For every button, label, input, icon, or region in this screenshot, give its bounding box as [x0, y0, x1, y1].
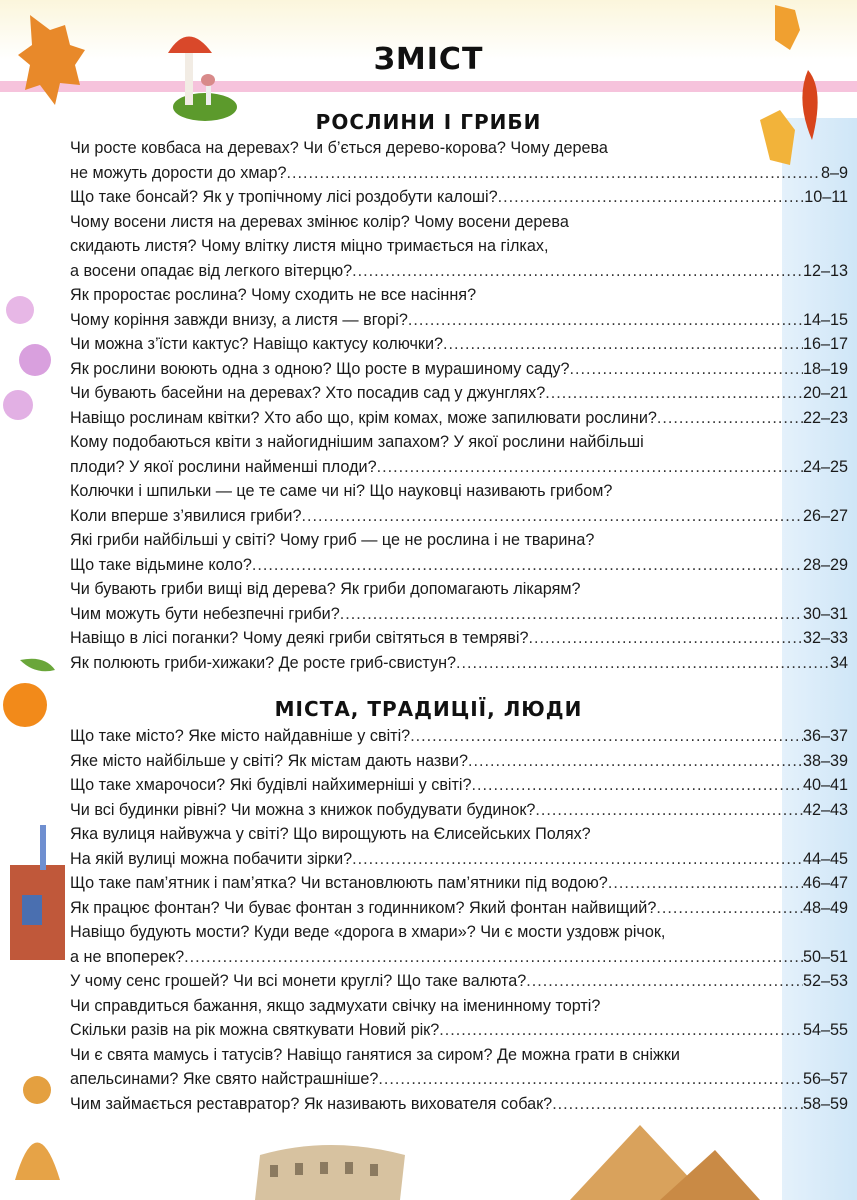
toc-entry[interactable]: [70, 994, 848, 1043]
dot-leader: [656, 896, 803, 921]
dot-leader: [498, 185, 805, 210]
toc-entry[interactable]: [70, 773, 848, 798]
toc-entry-line: [70, 1067, 848, 1092]
toc-entry-line: [70, 308, 848, 333]
toc-entry-line: [70, 896, 848, 921]
toc-entry-text: Чим займається реставратор? Як називають вихователя собак?: [70, 1094, 553, 1113]
toc-entry[interactable]: [70, 381, 848, 406]
toc-entry-line: [70, 577, 848, 602]
toc-entry-text: Що таке пам’ятник і пам’ятка? Чи встановлюють пам’ятники під водою?: [70, 874, 608, 892]
toc-entry[interactable]: [70, 871, 848, 896]
toc-entry[interactable]: [70, 798, 848, 823]
page-number: 58–59: [802, 1094, 848, 1113]
toc-entry[interactable]: [70, 283, 848, 332]
toc-entry-text: не можуть дорости до хмар?: [70, 163, 287, 182]
dot-leader: [545, 381, 803, 406]
page-number: 38–39: [802, 751, 848, 770]
page-number: 48–49: [802, 898, 848, 917]
dot-leader: [552, 1092, 803, 1117]
toc-entry-text: Кому подобаються квіти з найогиднішим запахом? У якої рослини найбільші: [70, 433, 644, 451]
toc-entry-text: Чи є свята мамусь і татусів? Навіщо ганятися за сиром? Де можна грати в сніжки: [70, 1045, 680, 1064]
toc-entry-line: [70, 381, 848, 406]
toc-entry-text: Чому коріння завжди внизу, а листя — вгорі?: [70, 310, 408, 329]
dot-leader: [443, 332, 803, 357]
page-number: 36–37: [802, 727, 848, 745]
dot-leader: [352, 847, 803, 872]
toc-entry-text: Колючки і шпильки — це те саме чи ні? Що науковці називають грибом?: [70, 482, 613, 500]
toc-entry[interactable]: [70, 1043, 848, 1092]
dot-leader: [408, 308, 803, 333]
toc-entry-line: [70, 553, 848, 578]
toc-entry-line: [70, 185, 848, 210]
toc-entry-text: плоди? У якої рослини найменші плоди?: [70, 457, 377, 476]
dot-leader: [468, 749, 803, 774]
toc-entry-text: Як полюють гриби-хижаки? Де росте гриб-свистун?: [70, 653, 457, 672]
toc-entry-text: Що таке місто? Яке місто найдавніше у світі?: [70, 727, 411, 745]
dot-leader: [535, 798, 803, 823]
page-number: 32–33: [802, 629, 848, 647]
toc-entry[interactable]: [70, 185, 848, 210]
toc-entry-text: Яке місто найбільше у світі? Як містам дають назви?: [70, 751, 468, 770]
pyramids-icon: [540, 1120, 760, 1200]
page-number: 22–23: [802, 408, 848, 427]
page-number: 8–9: [820, 163, 848, 182]
section-heading-cities: МІСТА, ТРАДИЦІЇ, ЛЮДИ: [274, 697, 583, 721]
toc-entry-line: [70, 479, 848, 504]
toc-entry-text: а восени опадає від легкого вітерцю?: [70, 261, 353, 280]
orchid-icon: [0, 290, 55, 440]
toc-entry[interactable]: [70, 896, 848, 921]
page-number: 42–43: [802, 800, 848, 819]
toc-entry-text: скидають листя? Чому влітку листя міцно тримається на гілках,: [70, 237, 549, 255]
toc-entry-text: а не впоперек?: [70, 947, 185, 966]
toc-entry-line: [70, 332, 848, 357]
page-number: 26–27: [802, 506, 848, 525]
toc-entry-line: [70, 798, 848, 823]
dot-leader: [439, 1018, 803, 1043]
page-number: 44–45: [802, 849, 848, 868]
gaudi-house-icon: [0, 825, 72, 965]
toc-entry-text: Яка вулиця найвужча у світі? Що вирощують на Єлисейських Полях?: [70, 825, 591, 843]
toc-entry-line: [70, 406, 848, 431]
buddha-statue-icon: [5, 1060, 70, 1200]
toc-entry-text: Чи росте ковбаса на деревах? Чи б’ється дерево-корова? Чому дерева: [70, 139, 608, 157]
toc-entry-line: [70, 1018, 848, 1043]
page-number: 40–41: [802, 776, 848, 794]
toc-entry-line: [70, 210, 848, 235]
toc-entry-line: [70, 994, 848, 1019]
page-number: 54–55: [802, 1021, 848, 1039]
dot-leader: [472, 773, 803, 798]
pink-stripe: [0, 81, 857, 92]
page-number: 18–19: [802, 359, 848, 378]
toc-entry-line: [70, 161, 848, 186]
toc-entry-text: Які гриби найбільші у світі? Чому гриб — це не рослина і не тварина?: [70, 531, 595, 549]
toc-entry-line: [70, 920, 848, 945]
toc-entry-text: Що таке хмарочоси? Які будівлі найхимерніші у світі?: [70, 776, 472, 794]
toc-entry-line: [70, 822, 848, 847]
toc-entry-line: [70, 504, 848, 529]
toc-entry[interactable]: [70, 528, 848, 577]
toc-entry-text: Чи справдиться бажання, якщо задмухати свічку на іменинному торті?: [70, 996, 601, 1015]
dot-leader: [377, 455, 803, 480]
dot-leader: [352, 259, 803, 284]
page-number: 56–57: [802, 1070, 848, 1088]
toc-entry-line: [70, 602, 848, 627]
toc-entry[interactable]: [70, 577, 848, 626]
toc-entry-text: Навіщо в лісі поганки? Чому деякі гриби світяться в темряві?: [70, 629, 529, 647]
dot-leader: [301, 504, 803, 529]
toc-entry-line: [70, 259, 848, 284]
toc-entry-line: [70, 749, 848, 774]
toc-entry-text: На якій вулиці можна побачити зірки?: [70, 849, 353, 868]
dot-leader: [184, 945, 803, 970]
toc-entry[interactable]: [70, 430, 848, 479]
toc-entry-text: Чим можуть бути небезпечні гриби?: [70, 604, 340, 623]
dot-leader: [608, 871, 803, 896]
toc-entry-line: [70, 357, 848, 382]
orange-fruit-icon: [0, 655, 65, 735]
toc-entry-text: Чи можна з’їсти кактус? Навіщо кактусу колючки?: [70, 335, 444, 353]
page-number: 14–15: [802, 310, 848, 329]
toc-entry-line: [70, 945, 848, 970]
toc-entry-text: Чому восени листя на деревах змінює колір? Чому восени дерева: [70, 212, 569, 231]
dot-leader: [410, 724, 803, 749]
dot-leader: [287, 161, 821, 186]
toc-entry-text: Чи всі будинки рівні? Чи можна з книжок побудувати будинок?: [70, 800, 536, 819]
toc-entry-text: Коли вперше з’явилися гриби?: [70, 506, 302, 525]
toc-entry[interactable]: [70, 479, 848, 528]
toc-entry[interactable]: [70, 822, 848, 871]
dot-leader: [252, 553, 803, 578]
page-number: 10–11: [804, 188, 848, 206]
dot-leader: [340, 602, 803, 627]
toc-entry[interactable]: [70, 626, 848, 651]
toc-entry-text: Як рослини воюють одна з одною? Що росте в мурашиному саду?: [70, 359, 570, 378]
dot-leader: [378, 1067, 803, 1092]
toc-entry-line: [70, 626, 848, 651]
toc-section-plants: [70, 136, 848, 675]
toc-entry-text: Що таке бонсай? Як у тропічному лісі роздобути калоші?: [70, 188, 498, 206]
toc-entry-text: Як працює фонтан? Чи буває фонтан з годинником? Який фонтан найвищий?: [70, 898, 657, 917]
toc-entry-text: Як проростає рослина? Чому сходить не все насіння?: [70, 286, 477, 304]
toc-entry-line: [70, 1043, 848, 1068]
toc-entry-line: [70, 283, 848, 308]
page-number: 20–21: [802, 384, 848, 402]
toc-entry[interactable]: [70, 1092, 848, 1117]
page-number: 24–25: [802, 457, 848, 476]
toc-entry-line: [70, 651, 848, 676]
toc-entry[interactable]: [70, 969, 848, 994]
dot-leader: [570, 357, 803, 382]
page-number: 12–13: [802, 261, 848, 280]
dot-leader: [657, 406, 803, 431]
toc-entry-text: Скільки разів на рік можна святкувати Новий рік?: [70, 1021, 440, 1039]
page-number: 16–17: [802, 335, 848, 353]
dot-leader: [529, 626, 803, 651]
toc-entry-line: [70, 724, 848, 749]
toc-entry[interactable]: [70, 749, 848, 774]
colosseum-icon: [250, 1135, 410, 1200]
toc-entry[interactable]: [70, 724, 848, 749]
page-number: 30–31: [802, 604, 848, 623]
toc-section-cities: [70, 724, 848, 1116]
toc-entry-line: [70, 969, 848, 994]
toc-entry-line: [70, 773, 848, 798]
toc-entry[interactable]: [70, 357, 848, 382]
toc-entry-line: [70, 528, 848, 553]
toc-entry-line: [70, 847, 848, 872]
toc-entry[interactable]: [70, 136, 848, 185]
toc-entry-text: апельсинами? Яке свято найстрашніше?: [70, 1070, 379, 1088]
toc-entry-line: [70, 430, 848, 455]
toc-entry-text: У чому сенс грошей? Чи всі монети круглі? Що таке валюта?: [70, 972, 527, 990]
section-heading-plants: РОСЛИНИ І ГРИБИ: [315, 110, 542, 134]
toc-entry[interactable]: [70, 332, 848, 357]
toc-entry-line: [70, 136, 848, 161]
toc-entry-line: [70, 234, 848, 259]
dot-leader: [526, 969, 803, 994]
page-number: 50–51: [802, 947, 848, 966]
toc-entry-text: Навіщо будують мости? Куди веде «дорога в хмари»? Чи є мости уздовж річок,: [70, 923, 666, 941]
toc-entry-line: [70, 1092, 848, 1117]
page-number: 46–47: [802, 874, 848, 892]
page-number: 52–53: [802, 972, 848, 990]
page-number: 28–29: [802, 555, 848, 574]
toc-entry-line: [70, 455, 848, 480]
toc-entry-line: [70, 871, 848, 896]
page-title: ЗМІСТ: [373, 42, 484, 77]
page-number: 34: [829, 653, 848, 672]
toc-entry[interactable]: [70, 920, 848, 969]
toc-entry[interactable]: [70, 651, 848, 676]
toc-entry-text: Чи бувають гриби вищі від дерева? Як гриби допомагають лікарям?: [70, 580, 581, 598]
toc-entry-text: Навіщо рослинам квітки? Хто або що, крім комах, може запилювати рослини?: [70, 408, 657, 427]
toc-entry-text: Що таке відьмине коло?: [70, 555, 252, 574]
toc-entry[interactable]: [70, 210, 848, 284]
toc-entry[interactable]: [70, 406, 848, 431]
dot-leader: [456, 651, 830, 676]
toc-entry-text: Чи бувають басейни на деревах? Хто посадив сад у джунглях?: [70, 384, 546, 402]
